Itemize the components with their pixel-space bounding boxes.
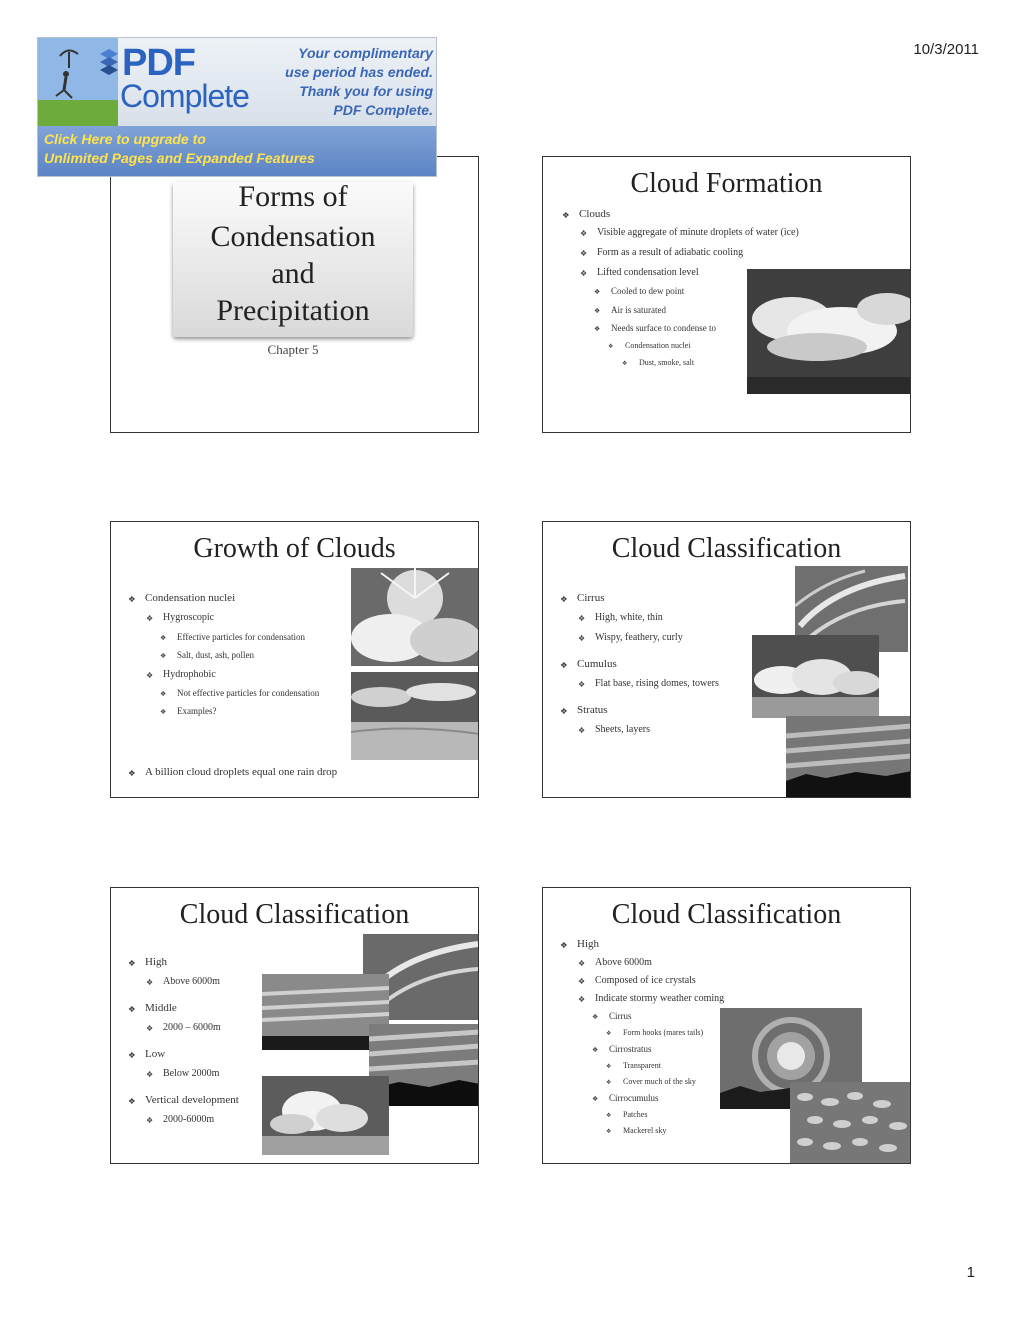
list-item: ❖ Condensation nuclei xyxy=(625,337,799,354)
list-item: ❖ Effective particles for condensation xyxy=(177,628,337,646)
list-item: ❖ Wispy, feathery, curly xyxy=(595,628,719,648)
slide-cloud-formation xyxy=(542,156,911,433)
banner-message: Your complimentary use period has ended. Thank you for using PDF Complete. xyxy=(285,45,433,118)
stratus-photo xyxy=(786,716,911,798)
bullet-list xyxy=(577,588,719,740)
list-item: ❖ High xyxy=(145,952,239,972)
page-date: 10/3/2011 xyxy=(913,41,979,58)
slide-cloud-classification-2 xyxy=(110,887,479,1164)
cumulus-field-photo xyxy=(752,635,879,718)
list-item: ❖ Flat base, rising domes, towers xyxy=(595,674,719,694)
logo-complete: Complete xyxy=(120,78,249,114)
list-item: ❖ Not effective particles for condensation xyxy=(177,684,337,702)
slide-growth-of-clouds xyxy=(110,521,479,798)
list-item: ❖ Salt, dust, ash, pollen xyxy=(177,646,337,665)
list-item: ❖ Condensation nuclei xyxy=(145,588,337,608)
slide-title: Cloud Classification xyxy=(611,899,842,930)
list-item: ❖ Cooled to dew point xyxy=(611,282,799,301)
list-item: ❖ Above 6000m xyxy=(595,954,724,972)
list-item: ❖ Vertical development xyxy=(145,1090,239,1110)
slide-title: Cloud Formation xyxy=(630,168,823,199)
list-item: ❖ Cirrostratus xyxy=(609,1041,724,1058)
list-item: ❖ Patches xyxy=(623,1107,724,1123)
bullet-list xyxy=(145,588,337,782)
upgrade-link[interactable]: Click Here to upgrade to Unlimited Pages and Expanded Features xyxy=(44,131,315,166)
list-item: ❖ Composed of ice crystals xyxy=(595,972,724,990)
mackerel-sky-photo xyxy=(790,1082,911,1164)
list-item: ❖ Hygroscopic xyxy=(163,608,337,628)
list-item: ❖ Stratus xyxy=(577,700,719,720)
list-item: ❖ 2000 – 6000m xyxy=(163,1018,239,1038)
list-item: ❖ Needs surface to condense to xyxy=(611,319,799,337)
list-item: ❖ Low xyxy=(145,1044,239,1064)
slide-title: Cloud Classification xyxy=(611,533,842,564)
list-item: ❖ Dust, smoke, salt xyxy=(639,354,799,371)
list-item: ❖ Cover much of the sky xyxy=(623,1074,724,1090)
list-item: ❖ Examples? xyxy=(177,702,337,720)
subtitle: Chapter 5 xyxy=(267,342,319,357)
slide-title-page xyxy=(110,156,479,433)
list-item: ❖ Form as a result of adiabatic cooling xyxy=(597,243,799,263)
list-item: ❖ Above 6000m xyxy=(163,972,239,992)
list-item: ❖ Cumulus xyxy=(577,654,719,674)
page-number: 1 xyxy=(966,1264,975,1281)
slide-title: Growth of Clouds xyxy=(193,533,396,564)
layers-icon xyxy=(98,48,120,78)
list-item: ❖ Mackerel sky xyxy=(623,1123,724,1139)
field-clouds-photo xyxy=(351,672,479,760)
list-item: ❖ Transparent xyxy=(623,1058,724,1074)
list-item: ❖ 2000-6000m xyxy=(163,1110,239,1130)
list-item: ❖ Cirrus xyxy=(609,1008,724,1025)
title-card xyxy=(173,180,413,357)
list-item: ❖ Form hooks (mares tails) xyxy=(623,1025,724,1041)
list-item: ❖ High xyxy=(577,935,724,954)
logo-pdf: PDF xyxy=(122,42,195,84)
list-item: ❖ Air is saturated xyxy=(611,301,799,319)
slide-cloud-classification-3 xyxy=(542,887,911,1164)
vertical-development-photo xyxy=(262,1076,389,1155)
title-line-4: Precipitation xyxy=(216,294,370,327)
slide-title: Cloud Classification xyxy=(179,899,410,930)
list-item: ❖ Sheets, layers xyxy=(595,720,719,740)
cloud-sunburst-photo xyxy=(351,568,479,666)
title-line-2: Condensation xyxy=(210,220,376,253)
title-line-3: and xyxy=(271,257,315,290)
bullet-list xyxy=(577,935,724,1139)
list-item: ❖ Middle xyxy=(145,998,239,1018)
list-item: ❖ Indicate stormy weather coming xyxy=(595,990,724,1008)
list-item: ❖ Hydrophobic xyxy=(163,665,337,684)
list-item: ❖ Clouds xyxy=(579,205,799,223)
bullet-list xyxy=(145,952,239,1130)
list-item: ❖ Lifted condensation level xyxy=(597,263,799,282)
upgrade-banner[interactable] xyxy=(37,37,437,177)
bullet-list xyxy=(579,205,799,371)
title-line-1: Forms of xyxy=(238,180,348,213)
list-item: ❖ Cirrus xyxy=(577,588,719,608)
list-item: ❖ Below 2000m xyxy=(163,1064,239,1084)
slide-cloud-classification-1 xyxy=(542,521,911,798)
list-item: ❖ High, white, thin xyxy=(595,608,719,628)
list-item: ❖ Visible aggregate of minute droplets of water (ice) xyxy=(597,223,799,243)
list-item: ❖ Cirrocumulus xyxy=(609,1090,724,1107)
list-item: ❖ A billion cloud droplets equal one rain drop xyxy=(145,762,337,782)
